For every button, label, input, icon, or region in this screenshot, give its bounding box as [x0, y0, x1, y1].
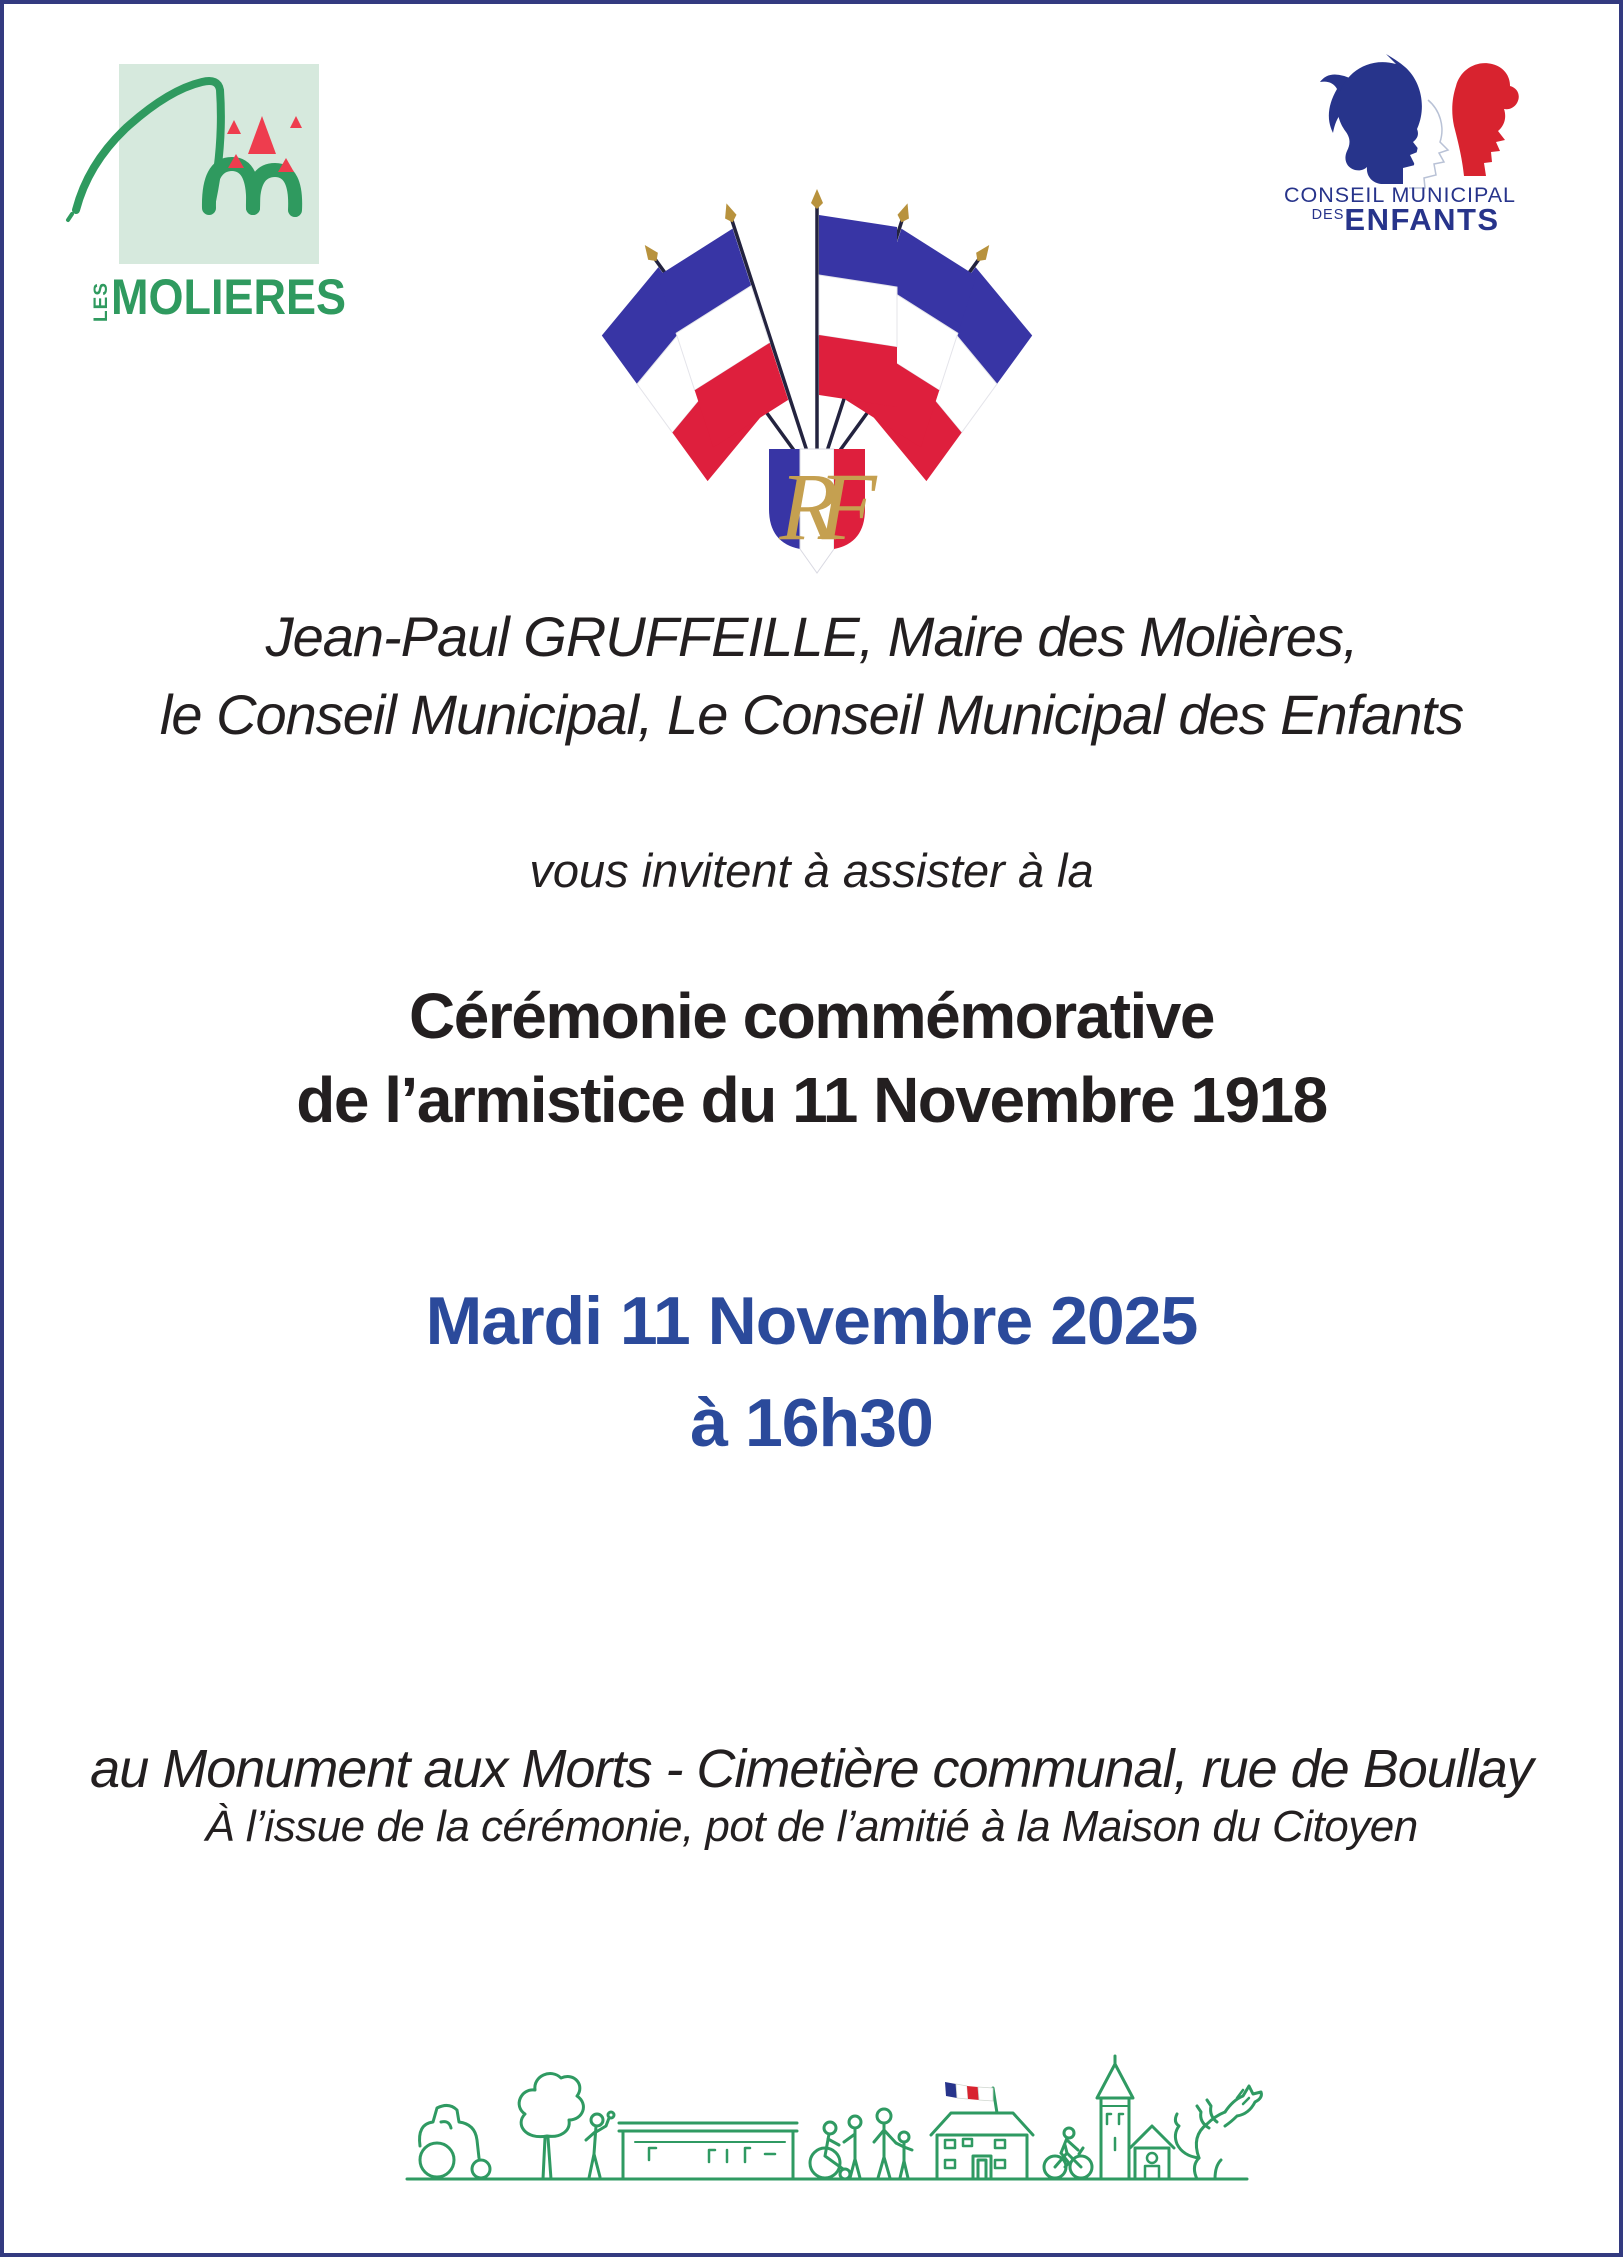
date-line: Mardi 11 Novembre 2025: [425, 1283, 1198, 1359]
time-line: à 16h30: [690, 1385, 933, 1461]
french-flags-emblem: [597, 187, 1037, 587]
les-molieres-logo: [62, 58, 362, 326]
cme-profiles-icon: [1250, 50, 1550, 240]
les-molieres-logo-icon: [62, 58, 362, 270]
french-flags-icon: [597, 187, 1037, 587]
village-illustration: [397, 2026, 1265, 2198]
location-line1: au Monument aux Morts - Cimetière communal, rue de Boullay: [90, 1739, 1533, 1799]
cme-line1: CONSEIL MUNICIPAL: [1283, 183, 1517, 207]
les-molieres-wordmark: [90, 268, 347, 326]
conseil-municipal-enfants-logo: [1250, 50, 1550, 240]
datetime-block: [4, 1270, 1619, 1474]
cme-line2-small: DES: [1311, 207, 1345, 223]
village-skyline-icon: [397, 2026, 1265, 2198]
rf-shield-icon: [769, 449, 878, 573]
hosts-line2: le Conseil Municipal, Le Conseil Municipal des Enfants: [159, 683, 1464, 746]
ceremony-title-line2: de l’armistice du 11 Novembre 1918: [296, 1064, 1327, 1136]
townhall-flag-icon: [945, 2082, 993, 2101]
ceremony-title-line1: Cérémonie commémorative: [409, 980, 1214, 1052]
hosts-block: [4, 598, 1619, 754]
molieres-prefix: LES: [90, 282, 112, 322]
intro-line: vous invitent à assister à la: [529, 844, 1094, 897]
cme-line2-large: ENFANTS: [1344, 202, 1500, 237]
hosts-line1: Jean-Paul GRUFFEILLE, Maire des Molières,: [265, 605, 1358, 668]
molieres-name: MOLIERES: [110, 268, 347, 326]
location-line2: À l’issue de la cérémonie, pot de l’amitié à la Maison du Citoyen: [205, 1802, 1418, 1851]
rf-monogram: RF: [779, 453, 857, 560]
ceremony-title: [4, 974, 1619, 1142]
